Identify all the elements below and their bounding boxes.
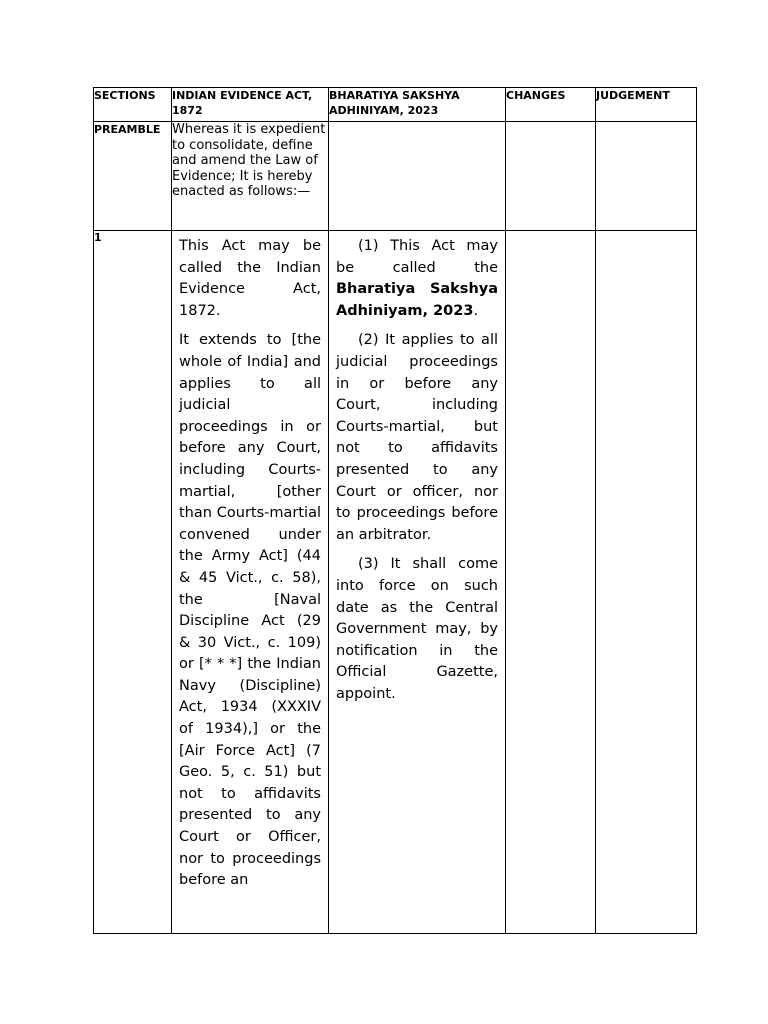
preamble-iea-text: Whereas it is expedient to consolidate, define and amend the Law of Evidence; It is hereby enacted as follows:— <box>172 122 329 231</box>
header-sections: SECTIONS <box>94 88 172 122</box>
bsa-act-title: Bharatiya Sakshya Adhiniyam, 2023 <box>336 281 498 319</box>
bsa-paragraph-2: (2) It applies to all judicial proceedings in or before any Court, including Courts-martial, but not to affidavits presented to any Court or officer, nor to proceedings before an arbitrator. <box>336 332 498 543</box>
comparison-table <box>93 87 697 934</box>
section-1-judgement-cell <box>596 231 697 934</box>
section-1-iea-cell <box>172 231 329 934</box>
header-bharatiya-sakshya-adhiniyam: BHARATIYA SAKSHYA ADHINIYAM, 2023 <box>329 88 506 122</box>
iea-paragraph-2: It extends to [the whole of India] and applies to all judicial proceedings in or before any Court, including Courts-martial, [other than Courts-martial convened under the Army Act] (44 & 45 Vict., c. 58), the [Naval Discipline Act (29 & 30 Vict., c. 109) or [* * *] the Indian Navy (Discipline) Act, 1934 (XXXIV of 1934),] or the [Air Force Act] (7 Geo. 5, c. 51) but not to affidavits presented to any Court or Officer, nor to proceedings before an <box>179 332 321 889</box>
bsa-paragraph-1-end: . <box>473 302 479 319</box>
preamble-judgement-cell <box>596 122 697 231</box>
bsa-paragraph-1-lead: (1) This Act may be called the <box>336 238 498 276</box>
section-1-iea-text <box>172 231 328 933</box>
preamble-row <box>94 122 697 231</box>
header-row <box>94 88 697 122</box>
section-1-changes-cell <box>506 231 596 934</box>
bsa-paragraph-3: (3) It shall come into force on such date as the Central Government may, by notification in the Official Gazette, appoint. <box>336 556 498 702</box>
preamble-changes-cell <box>506 122 596 231</box>
iea-paragraph-1: This Act may be called the Indian Evidence Act, 1872. <box>179 238 321 319</box>
bsa-paragraph-1 <box>336 236 498 322</box>
header-judgement: JUDGEMENT <box>596 88 697 122</box>
section-1-number: 1 <box>94 231 172 934</box>
section-1-bsa-cell <box>329 231 506 934</box>
header-indian-evidence-act: INDIAN EVIDENCE ACT, 1872 <box>172 88 329 122</box>
preamble-section-label: PREAMBLE <box>94 122 172 231</box>
section-1-bsa-text <box>329 231 505 713</box>
section-1-row <box>94 231 697 934</box>
preamble-bsa-cell <box>329 122 506 231</box>
header-changes: CHANGES <box>506 88 596 122</box>
